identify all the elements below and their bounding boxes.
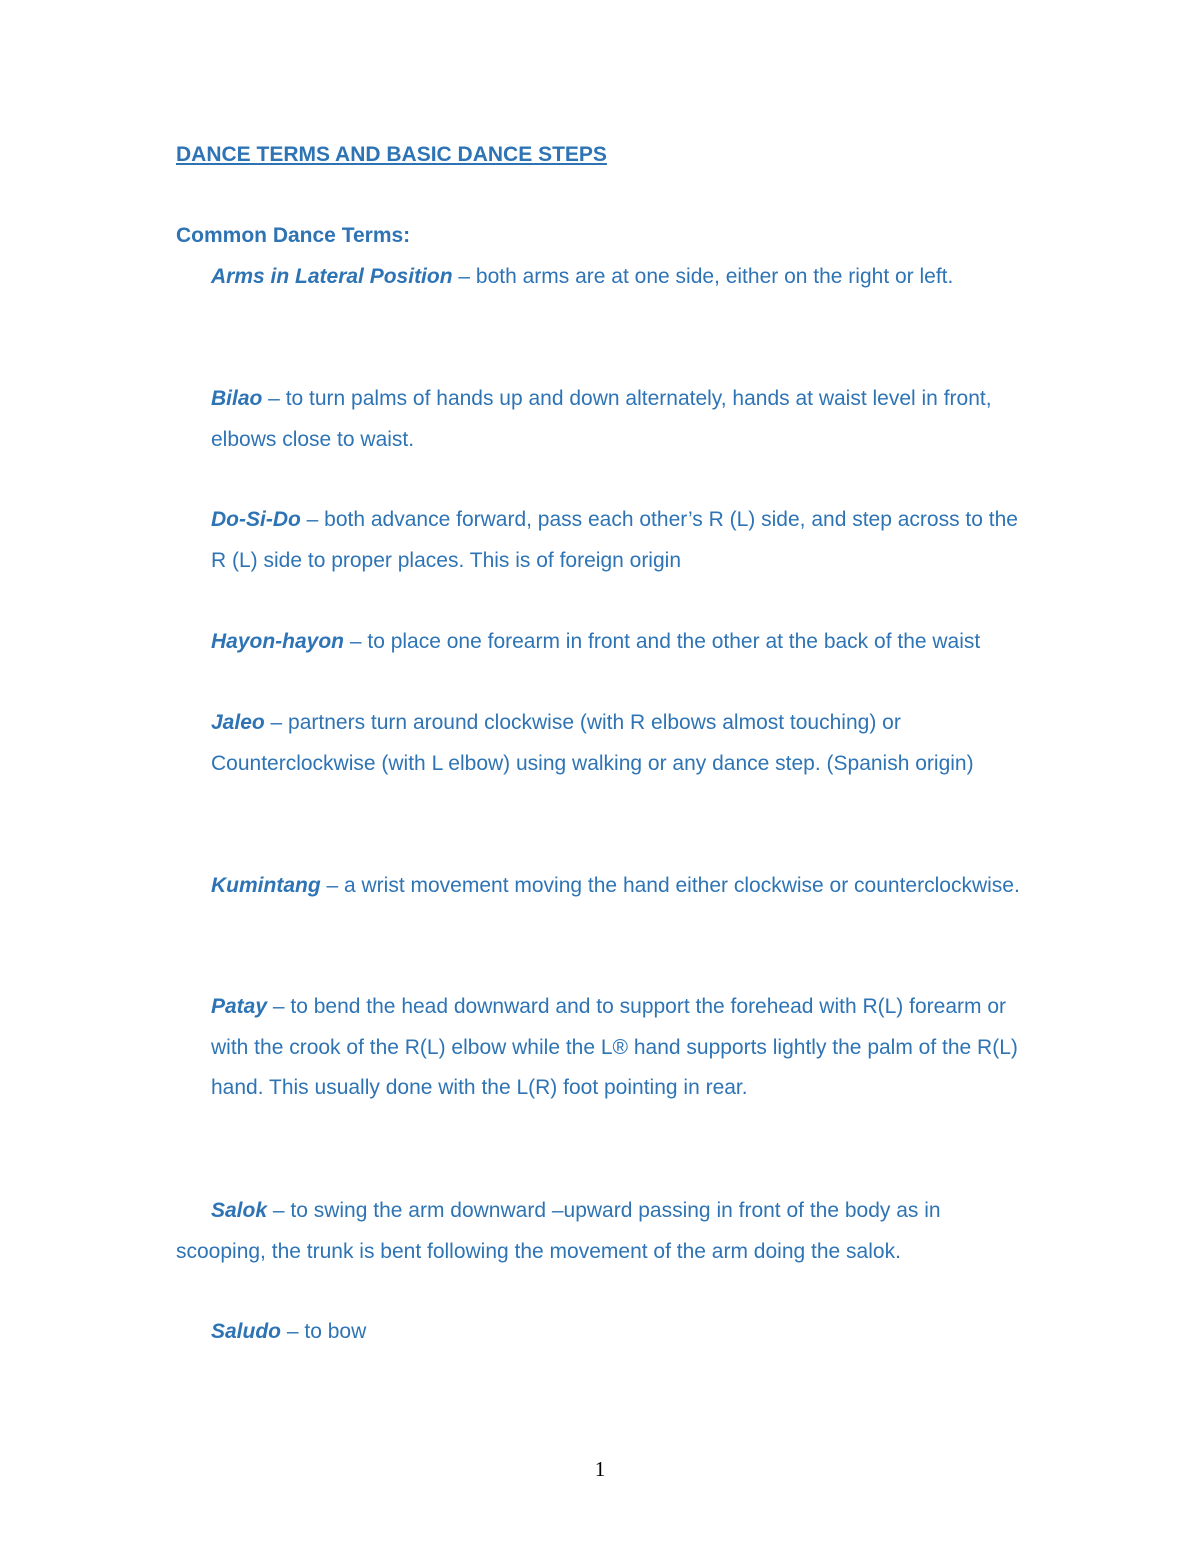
term-entry-kumintang <box>211 866 1031 907</box>
term-name: Jaleo <box>211 711 265 734</box>
term-definition: – to place one forearm in front and the other at the back of the waist <box>344 630 981 653</box>
term-name: Bilao <box>211 387 263 410</box>
term-entry-patay <box>211 987 1031 1109</box>
term-definition: – to turn palms of hands up and down alternately, hands at waist level in front, elbows close to waist. <box>211 387 992 451</box>
document-title: DANCE TERMS AND BASIC DANCE STEPS <box>176 143 607 166</box>
term-entry-salok <box>176 1191 1036 1272</box>
term-name: Arms in Lateral Position <box>211 265 453 288</box>
term-entry-bilao <box>211 379 1031 460</box>
term-definition: – both arms are at one side, either on the right or left. <box>452 265 954 288</box>
term-name: Saludo <box>211 1320 282 1343</box>
term-entry-arms-in-lateral-position <box>211 257 1031 298</box>
term-name: Salok <box>211 1199 268 1222</box>
term-entry-do-si-do <box>211 500 1031 581</box>
term-name: Patay <box>211 995 268 1018</box>
term-entry-jaleo <box>211 703 1031 784</box>
term-definition: – both advance forward, pass each other’s R (L) side, and step across to the R (L) side to proper places. This is of foreign origin <box>211 508 1018 572</box>
term-definition: – to bend the head downward and to support the forehead with R(L) forearm or with the crook of the R(L) elbow while the L® hand supports lightly the palm of the R(L) hand. This usually done with the L(R) foot pointing in rear. <box>211 995 1018 1100</box>
page-number: 1 <box>594 1457 606 1481</box>
term-definition: – a wrist movement moving the hand either clockwise or counterclockwise. <box>320 874 1020 897</box>
term-definition: – to bow <box>281 1320 367 1343</box>
section-heading: Common Dance Terms: <box>176 224 411 247</box>
term-entry-saludo <box>211 1312 1031 1353</box>
term-name: Hayon-hayon <box>211 630 345 653</box>
term-name: Kumintang <box>211 874 321 897</box>
term-definition: – partners turn around clockwise (with R elbows almost touching) or Counterclockwise (with L elbow) using walking or any dance step. (Spanish origin) <box>211 711 974 775</box>
term-definition: – to swing the arm downward –upward passing in front of the body as in scooping, the trunk is bent following the movement of the arm doing the salok. <box>176 1199 941 1263</box>
term-name: Do-Si-Do <box>211 508 301 531</box>
term-entry-hayon-hayon <box>211 622 1031 663</box>
